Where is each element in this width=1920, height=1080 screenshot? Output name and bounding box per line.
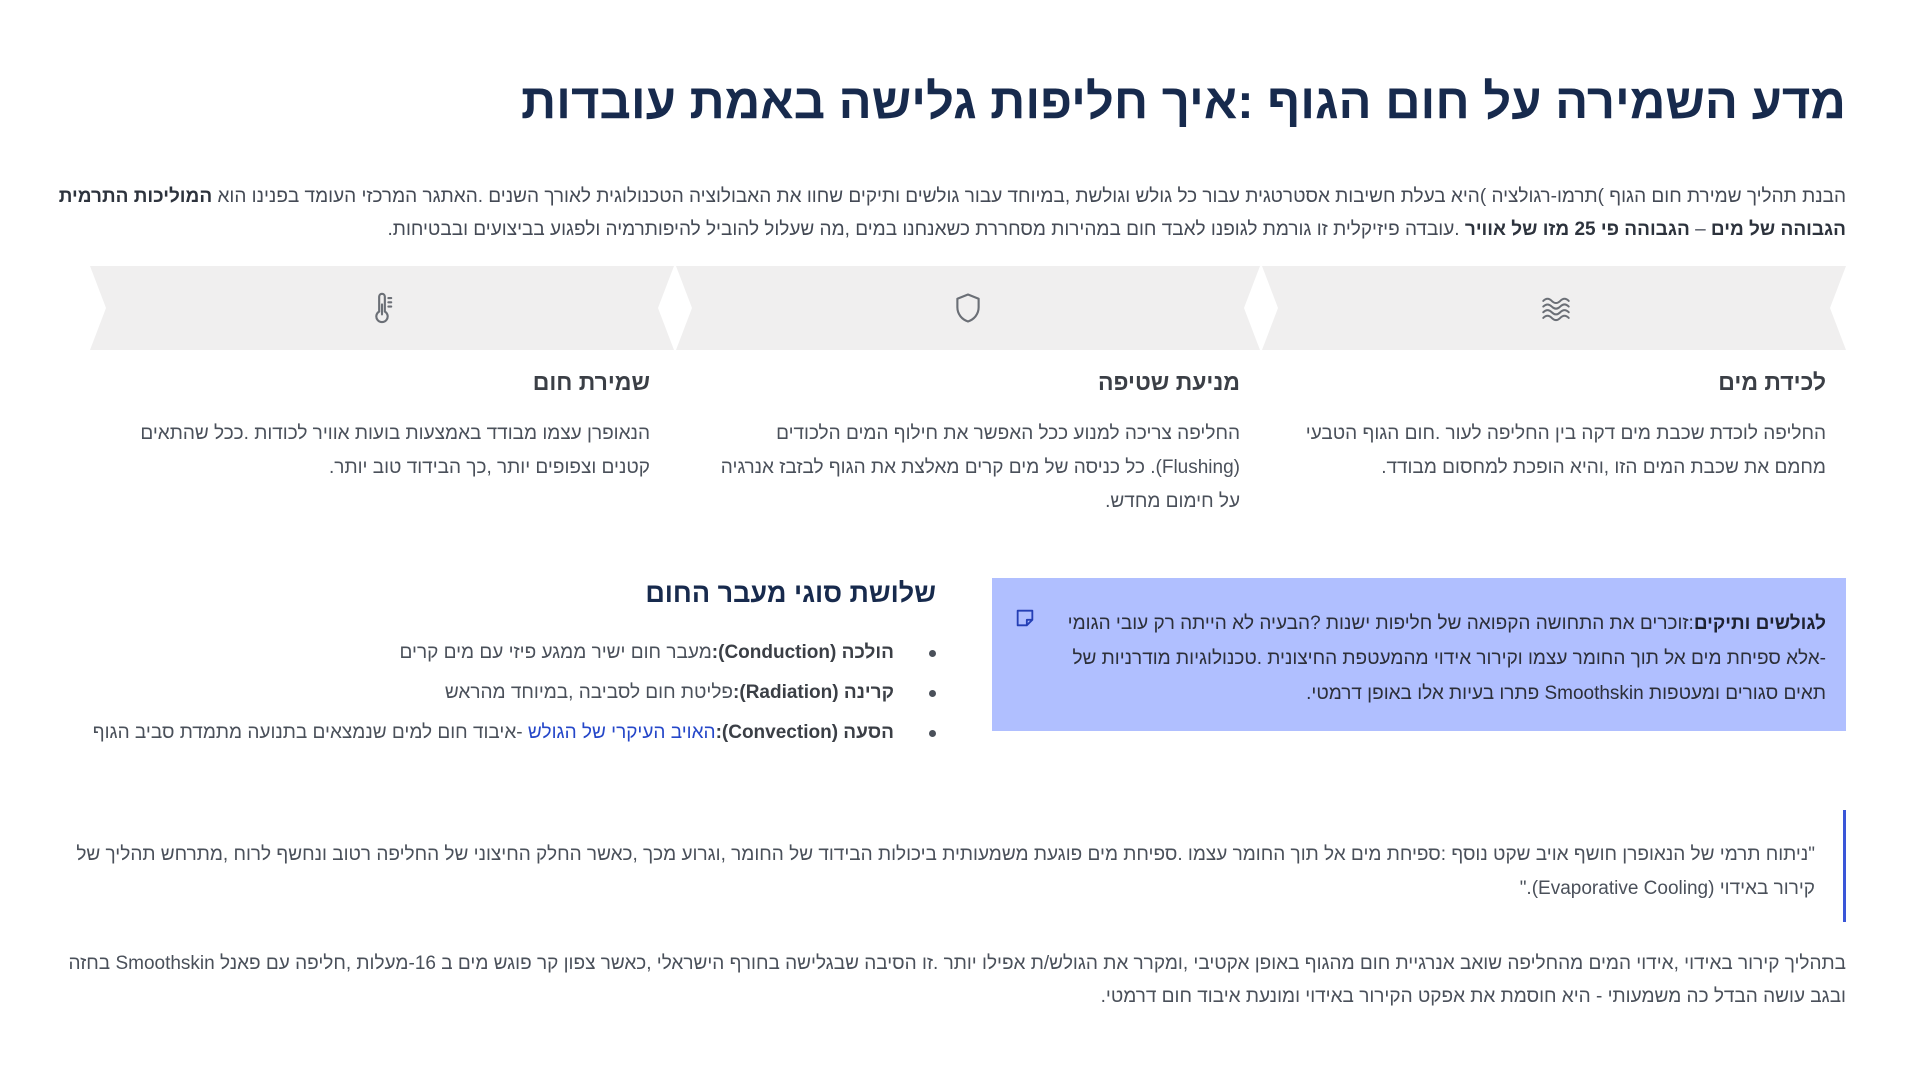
list-item-text: פליטת חום לסביבה ,במיוחד מהראש	[444, 682, 734, 703]
intro-bold-b: הגבוהה פי 25 מזו של אוויר	[1464, 219, 1690, 240]
callout-text: :זוכרים את התחושה הקפואה של חליפות ישנות ?הבעיה לא הייתה רק עובי הגומי -אלא ספיחת מים אל תוך החומר עצמו וקירור אידוי מהמעטפת החיצונית .טכנולוגיות מודרניות של תאים סגורים ומעטפות Smoothskin פתרו בעיות אלו באופן דרמטי.	[1067, 613, 1826, 704]
feature-title-flush-prevention: מניעת שטיפה	[1097, 369, 1240, 395]
list-item-text: -איבוד חום למים שנמצאים בתנועה מתמדת סביב הגוף	[92, 722, 528, 743]
list-item	[76, 716, 936, 756]
feature-text-heat-retention: הנאופרן עצמו מבודד באמצעות בועות אוויר לכודות .ככל שהתאים קטנים וצפופים יותר ,כך הבידוד טוב יותר.	[140, 423, 650, 478]
chevron-step-1	[1262, 266, 1846, 350]
intro-text-a: הבנת תהליך שמירת חום הגוף )תרמו-רגולציה )היא בעלת חשיבות אסטרטגית עבור כל גולש וגולשת ,במיוחד עבור גולשים ותיקים שחוו את האבולוציה הטכנולוגית לאורך השנים .האתגר המרכזי העומד בפנינו הוא	[217, 186, 1846, 207]
feature-title-water-trapping: לכידת מים	[1718, 369, 1826, 395]
waves-icon	[1538, 290, 1574, 326]
intro-text-b: .עובדה פיזיקלית זו גורמת לגופנו לאבד חום במהירות מסחררת כשאנחנו במים ,מה שעלול להוביל להיפותרמיה ולפגוע בביצועים ובבטיחות.	[387, 219, 1460, 240]
list-item-text: מעבר חום ישיר ממגע פיזי עם מים קרים	[399, 642, 712, 663]
list-item	[76, 636, 936, 676]
closing-paragraph: בתהליך קירור באידוי ,אידוי המים מהחליפה שואב אנרגיית חום מהגוף באופן אקטיבי ,ומקרר את הגולש/ת אפילו יותר .זו הסיבה שבגלישה בחורף הישראלי ,כאשר צפון קר פוגש מים ב 16-מעלות ,חליפה עם פאנל Smoothskin בחזה ובגב עושה הבדל כה משמעותי - היא חוסמת את אפקט הקירור באידוי ומונעת איבוד חום דרמטי.	[68, 953, 1846, 1007]
feature-text-flush-prevention: החליפה צריכה למנוע ככל האפשר את חילוף המים הלכודים (Flushing). כל כניסה של מים קרים מאלצת את הגוף לבזבז אנרגיה על חימום מחדש.	[720, 423, 1240, 512]
heat-transfer-heading: שלושת סוגי מעבר החום	[645, 578, 936, 608]
list-item	[76, 676, 936, 716]
bullet-icon	[929, 730, 936, 737]
intro-paragraph	[56, 180, 1846, 246]
note-icon	[1012, 606, 1036, 630]
heat-transfer-list	[76, 636, 936, 756]
list-item-term: הסעה (Convection):	[715, 722, 894, 743]
list-item-term: הולכה (Conduction):	[711, 642, 894, 663]
bullet-icon	[929, 690, 936, 697]
intro-dash: –	[1689, 219, 1711, 240]
feature-text-water-trapping: החליפה לוכדת שכבת מים דקה בין החליפה לעור .חום הגוף הטבעי מחמם את שכבת המים הזו ,והיא הופכת למחסום מבודד.	[1305, 423, 1826, 478]
list-item-term: קרינה (Radiation):	[733, 682, 894, 703]
callout-lead: לגולשים ותיקים	[1693, 613, 1826, 634]
main-enemy-link[interactable]: האויב העיקרי של הגולש	[527, 722, 716, 743]
feature-title-heat-retention: שמירת חום	[532, 369, 650, 395]
thermal-analysis-quote: "ניתוח תרמי של הנאופרן חושף אויב שקט נוסף :ספיחת מים אל תוך החומר עצמו .ספיחת מים פוגעת משמעותית ביכולות הבידוד של החומר ,וגרוע מכך ,כאשר החלק החיצוני של החליפה רטוב ונחשף לרוח ,מתרחש תהליך של קירור באידוי (Evaporative Cooling)."	[56, 810, 1846, 922]
intro-bold-a: המוליכות התרמית הגבוהה של מים	[58, 186, 1846, 240]
chevron-step-3	[90, 266, 674, 350]
shield-icon	[950, 290, 986, 326]
chevron-step-2	[676, 266, 1260, 350]
bullet-icon	[929, 650, 936, 657]
page-title: מדע השמירה על חום הגוף :איך חליפות גלישה באמת עובדות	[521, 75, 1846, 129]
thermometer-icon	[364, 290, 400, 326]
veteran-surfers-callout	[992, 578, 1846, 731]
